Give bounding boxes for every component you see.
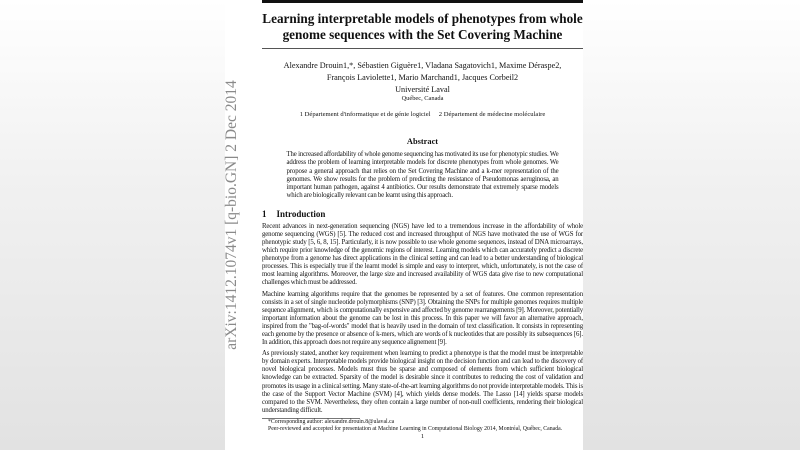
title-rule-top <box>262 0 583 3</box>
authors-line-2: François Laviolette1, Mario Marchand1, Jacques Corbeil2 <box>326 72 519 82</box>
abstract-heading: Abstract <box>406 137 439 146</box>
body-flow <box>262 137 583 440</box>
departments: 1 Département d'informatique et de génie logiciel 2 Département de médecine moléculaire <box>299 111 546 118</box>
city: Québec, Canada <box>401 95 444 102</box>
arxiv-stamp: arXiv:1412.1074v1 [q-bio.GN] 2 Dec 2014 <box>223 80 240 350</box>
authors-line-1: Alexandre Drouin1,*, Sébastien Giguère1, Vladana Sagatovich1, Maxime Déraspe2, <box>283 61 562 70</box>
paragraph: As previously stated, another key requirement when learning to predict a phenotype is that the model must be interpretable by domain experts. Interpretable models provide biological insight on the decision function and can lead to the discovery of novel biological processes. Models must thus be sparse and composed of elements from which sufficient biological knowledge can be extracted. Sparsity of the model is desirable since it contributes to reducing the cost of validation and promotes its usage in a clinical setting. Many state-of-the-art learning algorithms do not provide interpretable models. This is the case of the Support Vector Machine (SVM) [4], which yields dense models. The Lasso [14] yields sparse models compared to the SVM. Nevertheless, they often contain a large number of non-null coefficients, rendering their biological understanding difficult. <box>262 350 583 414</box>
paragraph: Recent advances in next-generation sequencing (NGS) have led to a tremendous increase in the affordability of whole genome sequencing (WGS) [5]. The reduced cost and increased throughput of NGS have motivated the use of WGS for phenotypic study [5, 6, 8, 15]. Particularly, it is now possible to use whole genome sequences, instead of DNA microarrays, which require prior knowledge of the genomic regions of interest. Learning models which can accurately predict a discrete phenotype from a genome has direct applications in the clinical setting and can lead to a better understanding of biological processes. This is especially true if the learnt model is simple and easy to interpret, which, unfortunately, is not the case of most learning algorithms. Moreover, the large size and increased availability of WGS data give rise to new computational challenges which must be addressed. <box>262 222 583 287</box>
section-heading <box>262 209 583 220</box>
paper-title: Learning interpretable models of phenotypes from whole genome sequences with the Set Covering Machine <box>262 11 583 42</box>
abstract-text: The increased affordability of whole genome sequencing has motivated its use for phenotypic studies. We address the problem of learning interpretable models for discrete phenotypes from whole genomes. We propose a general approach that relies on the Set Covering Machine and a k-mer representation of the genomes. We show results for the problem of predicting the resistance of Pseudomonas aeruginosa, an important human pathogen, against 4 antibiotics. Our results demonstrate that extremely sparse models which are biologically relevant can be learnt using this approach. <box>286 151 559 200</box>
section-title: Introduction <box>276 208 326 219</box>
page-number: 1 <box>420 432 425 440</box>
university: Université Laval <box>395 85 450 94</box>
authors <box>262 60 583 83</box>
footnote-corresponding: *Corresponding author: alexandre.drouin.8@ulaval.ca <box>268 418 395 425</box>
paper-page <box>225 0 583 450</box>
title-rule-bottom <box>262 48 583 49</box>
section-number: 1 <box>262 208 267 219</box>
paragraph: Machine learning algorithms require that the genomes be represented by a set of features. One common representation consists in a set of single nucleotide polymorphisms (SNP) [3]. Obtaining the SNPs for multiple genomes requires multiple sequence alignment, which is computationally expensive and affected by genome rearrangements [9]. Moreover, potentially important information about the genome can be lost in this process. In this paper we will favor an alternative approach, inspired from the "bag-of-words" model that is heavily used in the domain of text classification. It consists in representing each genome by the presence or absence of k-mers, which are words of k nucleotides that are possibly its subsequences [6]. In addition, this approach does not require any sequence alignement [9]. <box>262 290 583 347</box>
footnote-venue: Peer-reviewed and accepted for presentation at Machine Learning in Computational Biology 2014, Montréal, Québec, Canada. <box>268 425 563 432</box>
